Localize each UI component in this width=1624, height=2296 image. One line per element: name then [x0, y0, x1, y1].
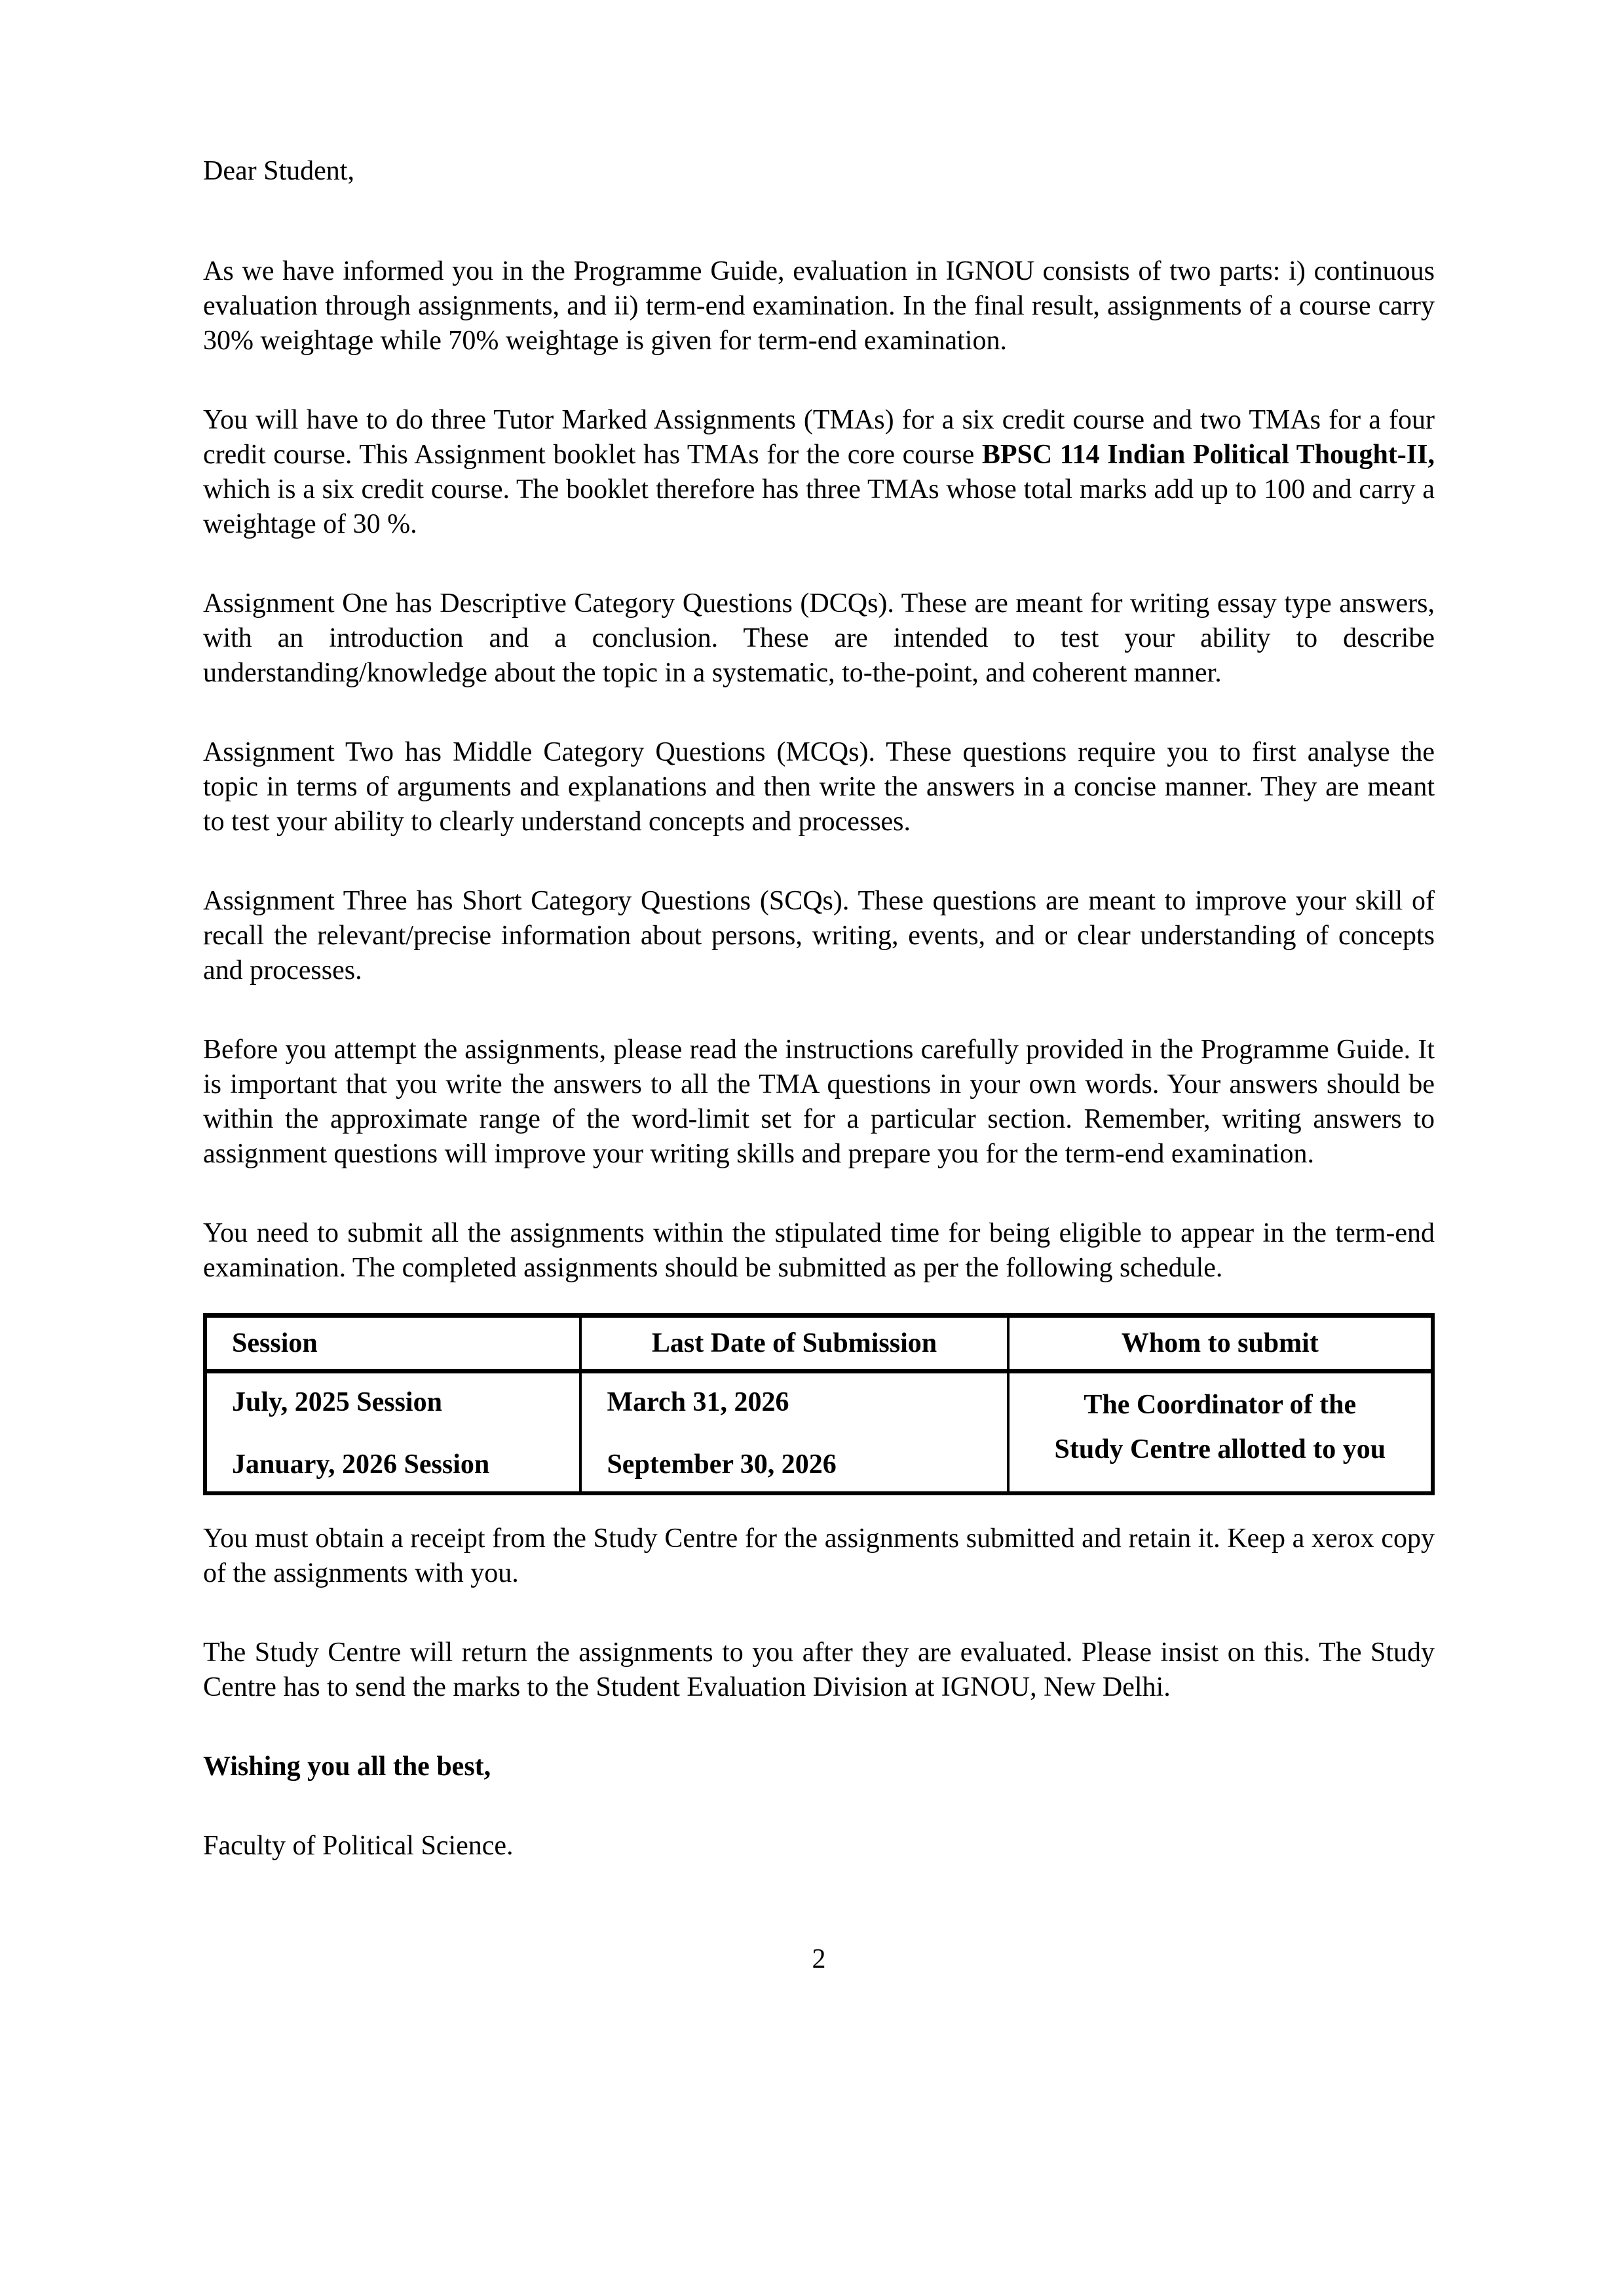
schedule-table: [203, 1313, 1435, 1495]
whom-to-submit-line2: Study Centre allotted to you: [1054, 1434, 1386, 1464]
para-assignment-two-mcq: Assignment Two has Middle Category Questions (MCQs). These questions require you to first analyse the topic in terms of arguments and explanations and then write the answers in a concise manner. They are meant to test your ability to clearly understand concepts and processes.: [203, 737, 1435, 837]
col-header-session: Session: [205, 1316, 580, 1371]
session-january-2026: January, 2026 Session: [232, 1449, 490, 1480]
header-row: [205, 1316, 1433, 1371]
para-evaluation: As we have informed you in the Programme Guide, evaluation in IGNOU consists of two parts: i) continuous evaluation through assignments, and ii) term-end examination. In the final result, assignments of a course carry 30% weightage while 70% weightage is given for term-end examination.: [203, 256, 1435, 356]
col-header-whom-to-submit: Whom to submit: [1008, 1316, 1433, 1371]
cell-whom-to-submit: [1008, 1371, 1433, 1494]
salutation: Dear Student,: [203, 156, 354, 186]
cell-last-dates: [580, 1371, 1008, 1494]
para-return-policy: The Study Centre will return the assignments to you after they are evaluated. Please insist on this. The Study Centre has to send the marks to the Student Evaluation Division at IGNOU, New Delhi.: [203, 1637, 1435, 1702]
closing-signature: Faculty of Political Science.: [203, 1831, 514, 1861]
para-submission-schedule: You need to submit all the assignments within the stipulated time for being eligible to appear in the term-end examination. The completed assignments should be submitted as per the following schedule.: [203, 1218, 1435, 1283]
schedule-table-body: [205, 1371, 1433, 1494]
para-tma-booklet-before: You will have to do three Tutor Marked Assignments (TMAs) for a six credit course and two TMAs for a four credit course. This Assignment booklet has TMAs for the core course: [203, 405, 1435, 470]
session-july-2025: July, 2025 Session: [232, 1387, 442, 1417]
closing-wish: Wishing you all the best,: [203, 1751, 491, 1782]
col-header-last-date: Last Date of Submission: [580, 1316, 1008, 1371]
cell-sessions: [205, 1371, 580, 1494]
para-assignment-one-dcq: Assignment One has Descriptive Category Questions (DCQs). These are meant for writing essay type answers, with an introduction and a conclusion. These are intended to test your ability to describe understanding/knowledge about the topic in a systematic, to-the-point, and coherent manner.: [203, 588, 1435, 688]
para-tma-booklet-after: which is a six credit course. The booklet therefore has three TMAs whose total marks add up to 100 and carry a weightage of 30 %.: [203, 474, 1435, 539]
para-instructions: Before you attempt the assignments, please read the instructions carefully provided in the Programme Guide. It is important that you write the answers to all the TMA questions in your own words. Your answers should be within the approximate range of the word-limit set for a particular section. Remember, writing answers to assignment questions will improve your writing skills and prepare you for the term-end examination.: [203, 1035, 1435, 1169]
course-code-bold: BPSC 114 Indian Political Thought-II,: [981, 440, 1435, 470]
last-date-september: September 30, 2026: [607, 1449, 837, 1480]
page-number: 2: [812, 1944, 826, 1974]
whom-to-submit-line1: The Coordinator of the: [1084, 1390, 1357, 1420]
para-receipt: You must obtain a receipt from the Study Centre for the assignments submitted and retain it. Keep a xerox copy of the assignments with you.: [203, 1523, 1435, 1588]
table-row: [205, 1371, 1433, 1494]
schedule-table-header: [205, 1316, 1433, 1371]
last-date-march: March 31, 2026: [607, 1387, 789, 1417]
para-assignment-three-scq: Assignment Three has Short Category Questions (SCQs). These questions are meant to improve your skill of recall the relevant/precise information about persons, writing, events, and or clear understanding of concepts and processes.: [203, 886, 1435, 985]
para-tma-booklet: [203, 403, 1435, 542]
